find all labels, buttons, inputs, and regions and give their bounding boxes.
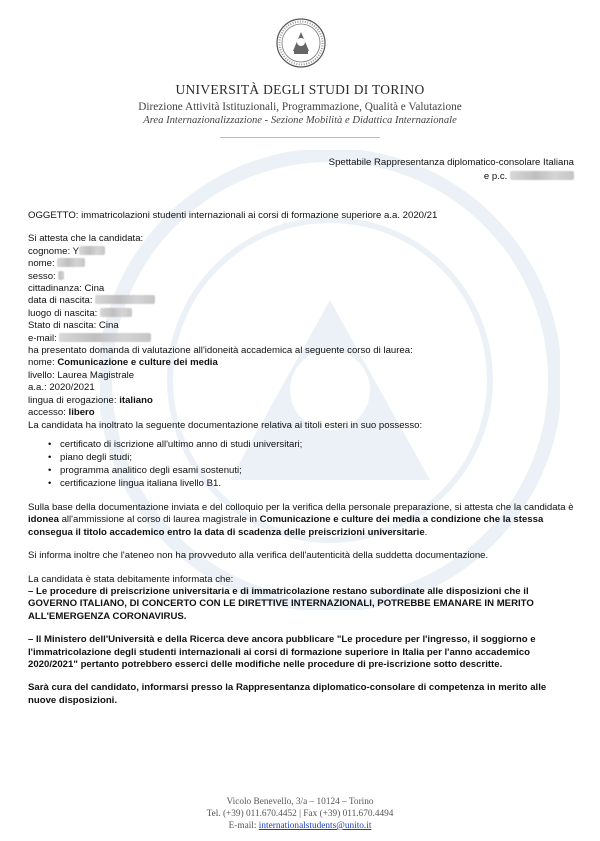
- course-nome-line: nome: Comunicazione e culture dei media: [28, 357, 218, 369]
- list-item: • certificato di iscrizione all'ultimo anno di studi universitari;: [48, 438, 576, 451]
- nome-line: nome:: [28, 258, 576, 270]
- email-line: e-mail:: [28, 333, 576, 345]
- ministero-notice: – Il Ministero dell'Università e della Ricerca deve ancora pubblicare "Le procedure per l'ingresso, il soggiorno e l'immatricolazione degli studenti internazionali ai corsi di formazione superiore in Italia per l'anno accademico 2020/2021" pertanto potrebbero esserci delle modifiche nelle procedure di pre-iscrizione sotto descritte.: [28, 634, 536, 670]
- stato-nascita-line: Stato di nascita: Cina: [28, 320, 119, 332]
- documentation-intro: La candidata ha inoltrato la seguente documentazione relativa ai titoli esteri in suo possesso:: [28, 419, 423, 431]
- footer-email-link[interactable]: internationalstudents@unito.it: [258, 821, 372, 831]
- university-seal-logo: [276, 18, 326, 68]
- recipient-line: Spettabile Rappresentanza diplomatico-consolare Italiana: [328, 157, 574, 168]
- list-item: • piano degli studi;: [48, 451, 576, 464]
- redacted-cognome: [79, 246, 105, 255]
- coronavirus-notice: – Le procedure di preiscrizione universitaria e di immatricolazione restano subordinate alle disposizioni che il GOVERNO ITALIANO, DI CONCERTO CON LE DIRETTIVE INTERNAZIONALI, POTREBBE EMANARE IN MERITO ALL'EMERGENZA CORONAVIRUS.: [28, 585, 534, 622]
- redacted-luogo-nascita: [100, 308, 132, 317]
- cittadinanza-line: cittadinanza: Cina: [28, 283, 105, 295]
- data-nascita-line: data di nascita:: [28, 295, 576, 307]
- footer-email-line: E-mail: internationalstudents@unito.it: [228, 821, 372, 831]
- autenticita-paragraph: Si informa inoltre che l'ateneo non ha provveduto alla verifica dell'autenticità della suddetta documentazione.: [28, 550, 489, 562]
- redacted-data-nascita: [95, 295, 155, 304]
- redacted-nome: [57, 258, 85, 267]
- course-lingua-line: lingua di erogazione: italiano: [28, 394, 153, 406]
- domanda-line: ha presentato domanda di valutazione all'idoneità accademica al seguente corso di laurea:: [28, 345, 413, 357]
- informata-line: La candidata è stata debitamente informata che:: [28, 573, 234, 585]
- area-subtitle: Area Internazionalizzazione - Sezione Mobilità e Didattica Internazionale: [143, 115, 457, 126]
- recipient-cc-label: e p.c.: [483, 171, 508, 182]
- oggetto-line: OGGETTO: immatricolazioni studenti internazionali ai corsi di formazione superiore a.a. 2020/21: [28, 210, 438, 221]
- course-accesso-line: accesso: libero: [28, 407, 95, 419]
- university-name: UNIVERSITÀ DEGLI STUDI DI TORINO: [175, 82, 425, 97]
- course-livello-line: livello: Laurea Magistrale: [28, 369, 135, 381]
- luogo-nascita-line: luogo di nascita:: [28, 308, 576, 320]
- list-item: • certificazione lingua italiana livello B1.: [48, 477, 576, 490]
- letter-body: [28, 210, 576, 707]
- idoneita-paragraph: Sulla base della documentazione inviata e del colloquio per la verifica della personale preparazione, si attesta che la candidata è idonea all'ammissione al corso di laurea magistrale in Comunicazione e culture dei media a condizione che la stessa consegua il titolo accademico entro la data di scadenza delle preiscrizioni universitarie.: [28, 501, 574, 538]
- documents-list: [48, 438, 576, 490]
- recipient-cc: [484, 171, 574, 182]
- list-item: • programma analitico degli esami sostenuti;: [48, 464, 576, 477]
- redacted-sesso: [58, 271, 64, 280]
- redacted-email: [59, 333, 151, 342]
- course-aa-line: a.a.: 2020/2021: [28, 382, 95, 394]
- header-divider: [220, 137, 380, 138]
- closing-paragraph: Sarà cura del candidato, informarsi presso la Rappresentanza diplomatico-consolare di competenza in merito alle nuove disposizioni.: [28, 682, 547, 706]
- sesso-line: sesso:: [28, 271, 576, 283]
- redacted-cc: [510, 171, 574, 180]
- footer-phone: Tel. (+39) 011.670.4452 | Fax (+39) 011.670.4494: [206, 809, 394, 819]
- cognome-line: cognome: Y: [28, 246, 576, 258]
- direzione-title: Direzione Attività Istituzionali, Programmazione, Qualità e Valutazione: [138, 101, 462, 113]
- intro-line: Si attesta che la candidata:: [28, 233, 144, 245]
- footer-address: Vicolo Benevello, 3/a – 10124 – Torino: [226, 797, 374, 807]
